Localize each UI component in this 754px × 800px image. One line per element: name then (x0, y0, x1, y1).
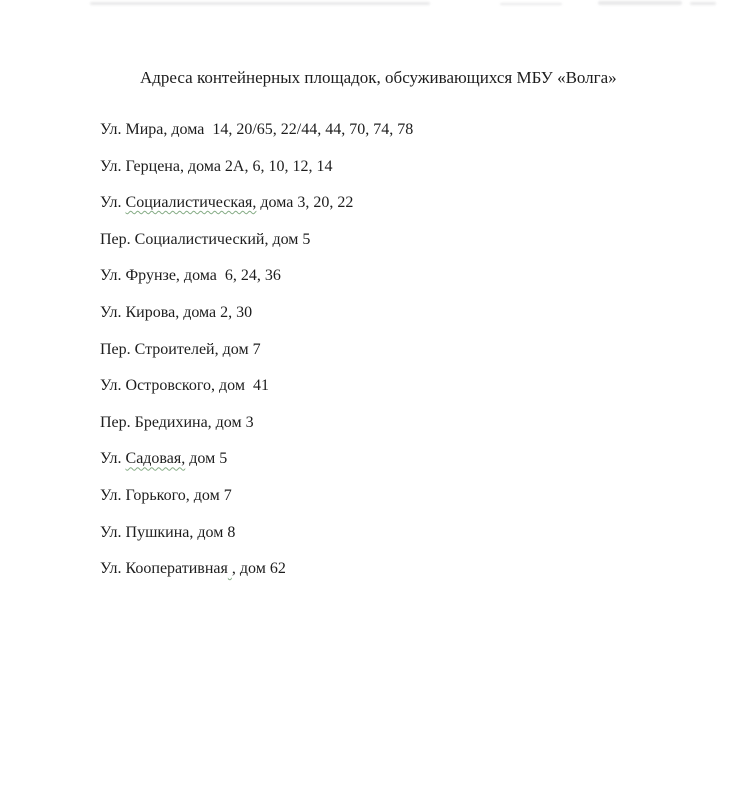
address-text: Ул. Фрунзе, дома 6, 24, 36 (100, 267, 281, 285)
address-text: Ул. (100, 194, 126, 212)
cropped-text-artifact (598, 1, 682, 5)
address-line (100, 515, 413, 552)
address-text: Ул. Герцена, дома 2А, 6, 10, 12, 14 (100, 157, 333, 175)
address-line (100, 441, 413, 478)
address-text: Ул. Мира, дома 14, 20/65, 22/44, 44, 70, 74, 78 (100, 121, 414, 138)
address-line (100, 185, 413, 222)
address-line (100, 551, 413, 588)
address-line (100, 258, 413, 295)
address-text: Пер. Строителей, дом 7 (100, 340, 261, 358)
grammar-marked-text: Социалистическая, (125, 194, 257, 212)
address-line (100, 295, 413, 332)
address-text: , дом 62 (231, 560, 286, 578)
address-line (100, 368, 413, 405)
cropped-text-artifact (500, 3, 562, 5)
cropped-text-artifact (90, 2, 430, 5)
address-line (100, 112, 413, 149)
address-text: Пер. Бредихина, дом 3 (100, 413, 254, 431)
address-list (100, 112, 413, 588)
address-text: Пер. Социалистический, дом 5 (100, 230, 311, 248)
cropped-text-artifact (690, 2, 716, 5)
address-line (100, 405, 413, 442)
address-line (100, 149, 413, 186)
address-text: Ул. Островского, дом 41 (100, 377, 269, 395)
address-text: Ул. (100, 450, 126, 468)
address-text: Ул. Пушкина, дом 8 (100, 523, 236, 541)
address-text: Ул. Кооперативная (100, 560, 228, 578)
address-text: Ул. Горького, дом 7 (100, 486, 232, 504)
grammar-marked-text: Садовая, (125, 450, 186, 468)
address-text: дома 3, 20, 22 (256, 194, 354, 212)
address-text: дом 5 (185, 450, 228, 468)
address-text: Ул. Кирова, дома 2, 30 (100, 303, 253, 321)
address-line (100, 332, 413, 369)
address-line (100, 222, 413, 259)
address-line (100, 478, 413, 515)
document-title: Адреса контейнерных площадок, обсуживающихся МБУ «Волга» (140, 68, 617, 87)
